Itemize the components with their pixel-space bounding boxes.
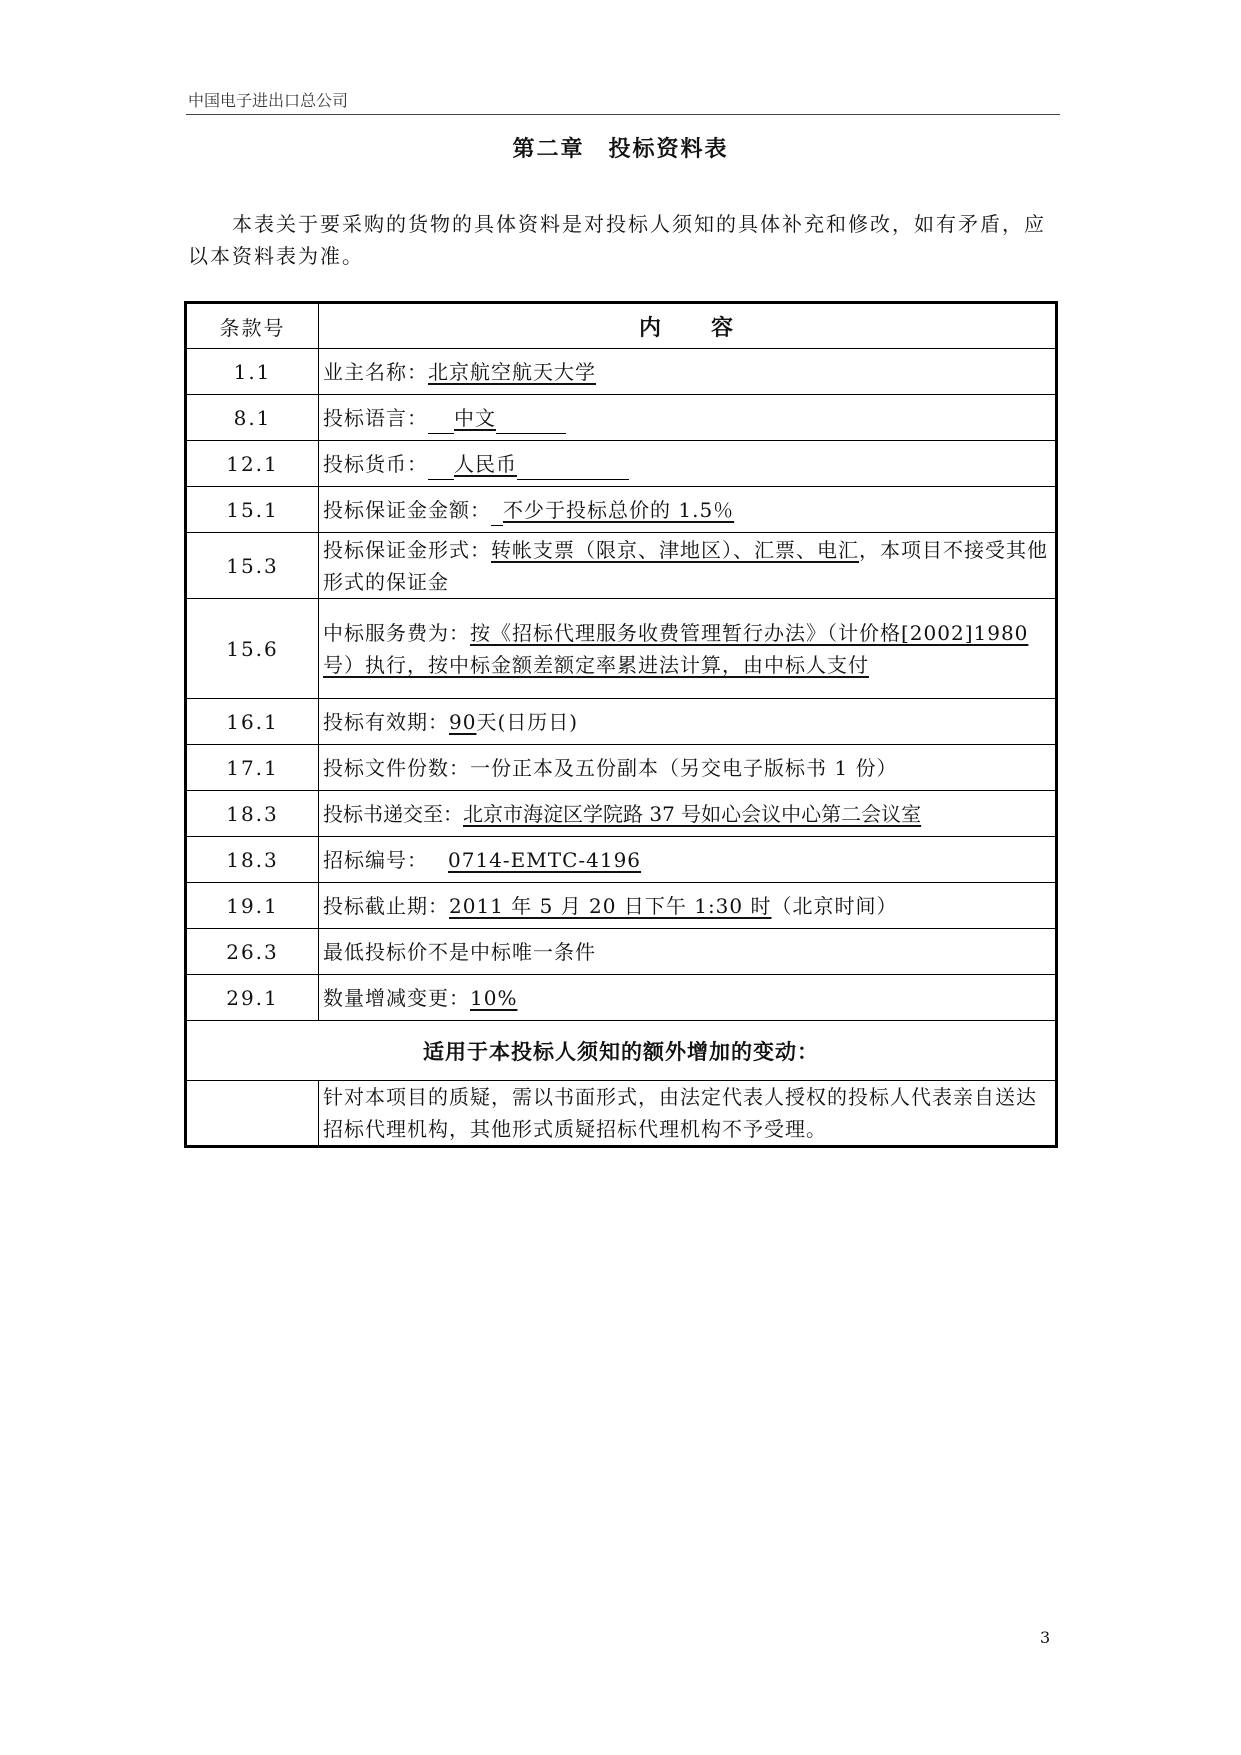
row-value: 0714-EMTC-4196 bbox=[448, 847, 642, 872]
row-value: 北京市海淀区学院路 37 号如心会议中心第二会议室 bbox=[463, 801, 922, 826]
content-header: 内 容 bbox=[319, 303, 1057, 349]
row-value: 转帐支票（限京、津地区）、汇票、电汇 bbox=[491, 537, 859, 562]
table-row bbox=[186, 975, 1057, 1021]
running-header: 中国电子进出口总公司 bbox=[188, 91, 349, 110]
row-label: 最低投标价不是中标唯一条件 bbox=[323, 939, 596, 964]
underline-blank bbox=[491, 503, 503, 526]
underline-blank bbox=[517, 457, 629, 480]
clause-number: 12.1 bbox=[186, 441, 319, 487]
row-label: 投标书递交至： bbox=[323, 801, 463, 826]
row-label: 投标保证金金额： bbox=[323, 497, 491, 522]
table-row bbox=[186, 395, 1057, 441]
section-title: 适用于本投标人须知的额外增加的变动： bbox=[186, 1021, 1057, 1081]
row-value: 90 bbox=[449, 709, 477, 734]
row-content bbox=[319, 533, 1057, 599]
row-value: 一份正本及五份副本（另交电子版标书 1 份） bbox=[470, 755, 898, 780]
row-value: 人民币 bbox=[454, 451, 517, 476]
row-label: 数量增减变更： bbox=[323, 985, 470, 1010]
row-label: 投标货币： bbox=[323, 451, 428, 476]
intro-paragraph: 本表关于要采购的货物的具体资料是对投标人须知的具体补充和修改，如有矛盾，应以本资料表为准。 bbox=[188, 212, 1046, 268]
row-value: 北京航空航天大学 bbox=[428, 359, 596, 384]
clause-number: 18.3 bbox=[186, 837, 319, 883]
row-content bbox=[319, 441, 1057, 487]
row-content bbox=[319, 791, 1057, 837]
extra-content: 针对本项目的质疑，需以书面形式，由法定代表人授权的投标人代表亲自送达招标代理机构，其他形式质疑招标代理机构不予受理。 bbox=[319, 1081, 1057, 1147]
table-row bbox=[186, 837, 1057, 883]
clause-header: 条款号 bbox=[186, 303, 319, 349]
underline-blank bbox=[428, 457, 454, 480]
row-value: 不少于投标总价的 1.5％ bbox=[503, 497, 735, 522]
row-value: 2011 年 5 月 20 日下午 1:30 时 bbox=[449, 893, 772, 918]
page-number: 3 bbox=[1040, 1628, 1051, 1647]
row-label: 中标服务费为： bbox=[323, 620, 470, 645]
clause-number: 16.1 bbox=[186, 699, 319, 745]
underline-blank bbox=[428, 411, 454, 434]
section-row bbox=[186, 1021, 1057, 1081]
row-label: 投标语言： bbox=[323, 405, 428, 430]
row-content bbox=[319, 837, 1057, 883]
row-label: 投标截止期： bbox=[323, 893, 449, 918]
clause-number: 15.6 bbox=[186, 599, 319, 699]
table-row bbox=[186, 791, 1057, 837]
table-row bbox=[186, 349, 1057, 395]
clause-number: 15.3 bbox=[186, 533, 319, 599]
clause-number: 19.1 bbox=[186, 883, 319, 929]
header-rule bbox=[186, 114, 1060, 115]
table-row bbox=[186, 929, 1057, 975]
chapter-title: 第二章 投标资料表 bbox=[512, 136, 729, 162]
row-content bbox=[319, 395, 1057, 441]
bid-data-table bbox=[184, 301, 1058, 1148]
row-value: 10% bbox=[470, 985, 518, 1010]
table-row bbox=[186, 441, 1057, 487]
table-header-row bbox=[186, 303, 1057, 349]
table-row bbox=[186, 699, 1057, 745]
clause-number: 29.1 bbox=[186, 975, 319, 1021]
row-content bbox=[319, 883, 1057, 929]
row-content bbox=[319, 699, 1057, 745]
row-label: 投标有效期： bbox=[323, 709, 449, 734]
clause-number: 26.3 bbox=[186, 929, 319, 975]
clause-number: 8.1 bbox=[186, 395, 319, 441]
clause-number: 17.1 bbox=[186, 745, 319, 791]
clause-number: 1.1 bbox=[186, 349, 319, 395]
row-value: 按《招标代理服务收费管理暂行办法》（计价格[2002]1980 号）执行，按中标金额差额定率累进法计算，由中标人支付 bbox=[323, 620, 1029, 677]
row-content bbox=[319, 975, 1057, 1021]
row-value: 中文 bbox=[454, 405, 496, 430]
row-tail: ，本项目不接受其他形式的保证金 bbox=[323, 537, 1048, 594]
row-label: 投标保证金形式： bbox=[323, 537, 491, 562]
row-label: 业主名称： bbox=[323, 359, 428, 384]
row-content bbox=[319, 487, 1057, 533]
table-row bbox=[186, 533, 1057, 599]
row-content bbox=[319, 349, 1057, 395]
row-content bbox=[319, 599, 1057, 699]
clause-number: 15.1 bbox=[186, 487, 319, 533]
row-tail: 天(日历日) bbox=[476, 709, 579, 734]
row-label: 投标文件份数： bbox=[323, 755, 470, 780]
underline-blank bbox=[496, 411, 566, 434]
row-tail: （北京时间） bbox=[771, 893, 898, 918]
clause-number: 18.3 bbox=[186, 791, 319, 837]
row-content bbox=[319, 929, 1057, 975]
table-row bbox=[186, 599, 1057, 699]
row-label: 招标编号： bbox=[323, 847, 428, 872]
table-row bbox=[186, 745, 1057, 791]
row-content bbox=[319, 745, 1057, 791]
table-row bbox=[186, 487, 1057, 533]
table-row bbox=[186, 1081, 1057, 1147]
table-row bbox=[186, 883, 1057, 929]
clause-number-empty bbox=[186, 1081, 319, 1147]
